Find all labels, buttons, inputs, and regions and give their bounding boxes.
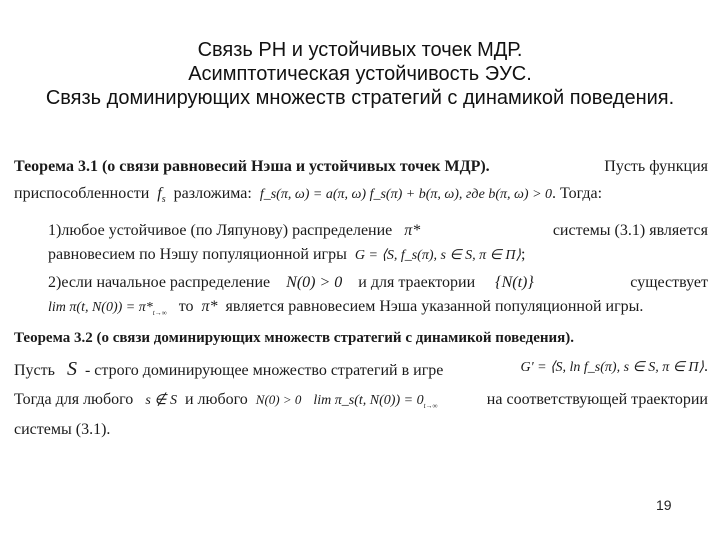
item-2-line2 bbox=[48, 298, 643, 317]
trajectory-symbol: {N(t)} bbox=[495, 274, 534, 291]
theorem-3-1-line2 bbox=[14, 185, 602, 205]
text-on-trajectory: на соответствующей траектории bbox=[486, 391, 708, 408]
item-1-text-c: равновесием по Нэшу популяционной игры bbox=[48, 246, 347, 263]
limit-formula-2: lim π_s(t, $N(0)) = 0_{t\to\infty}$ bbox=[313, 393, 438, 410]
item-2-line1 bbox=[48, 274, 534, 292]
pi-star-symbol: π* bbox=[404, 222, 421, 239]
pi-star-symbol-2: π* bbox=[201, 298, 218, 315]
theorem-3-2-line1-end: . bbox=[704, 358, 708, 375]
fitness-symbol: $f_s$ bbox=[157, 185, 166, 206]
initial-distribution-2: N(0) > 0 bbox=[255, 392, 302, 407]
item-1-end: ; bbox=[520, 246, 526, 263]
text-decomposable: разложима: bbox=[173, 185, 252, 202]
game-g-prime-formula: G' = ⟨S, ln f_s(π), s ∈ S, π ∈ Π⟩ bbox=[520, 360, 704, 375]
theorem-3-2-line3: системы (3.1). bbox=[14, 421, 111, 438]
theorem-3-1-heading: Теорема 3.1 (о связи равновесий Нэша и устойчивых точек МДР). bbox=[14, 158, 490, 175]
text-fitness: приспособленности bbox=[14, 185, 150, 202]
text-dominant: - строго доминирующее множество стратегий в игре bbox=[84, 362, 444, 379]
theorem-3-2-heading: Теорема 3.2 (о связи доминирующих множеств стратегий с динамикой поведения). bbox=[14, 330, 575, 346]
page-number: 19 bbox=[656, 497, 672, 513]
limit-formula: lim π(t, $N(0)) = \pi*_{t\to\infty}$ bbox=[48, 300, 167, 317]
title-line-2: Асимптотическая устойчивость ЭУС. bbox=[188, 63, 532, 85]
game-g-formula: G = ⟨S, f_s(π), s ∈ S, π ∈ Π⟩ bbox=[354, 248, 521, 263]
item-1-text-b: системы (3.1) является bbox=[552, 222, 708, 239]
item-2-text-e: является равновесием Нэша указанной популяционной игры. bbox=[225, 298, 644, 315]
item-1-line2 bbox=[48, 246, 525, 264]
item-2-text-a: 2)если начальное распределение bbox=[48, 274, 271, 291]
game-g-prime bbox=[520, 358, 708, 376]
text-then-any: Тогда для любого bbox=[14, 391, 134, 408]
text-let: Пусть bbox=[14, 362, 55, 379]
item-2-text-d: то bbox=[178, 298, 194, 315]
theorem-3-1-line1-tail: Пусть функция bbox=[604, 158, 708, 175]
fitness-formula: f_s(π, ω) = a(π, ω) f_s(π) + b(π, ω), где b(π, ω) > 0 bbox=[259, 187, 553, 202]
theorem-3-2-line2 bbox=[14, 391, 438, 410]
text-then: . Тогда: bbox=[552, 185, 603, 202]
item-2-text-b: и для траектории bbox=[358, 274, 476, 291]
item-1-text-a: 1)любое устойчивое (по Ляпунову) распределение bbox=[48, 222, 393, 239]
s-not-in-S: s ∉ S bbox=[145, 393, 177, 408]
item-2-text-c: существует bbox=[630, 274, 708, 291]
text-and-any: и любого bbox=[184, 391, 248, 408]
initial-distribution: N(0) > 0 bbox=[286, 274, 343, 291]
set-s-symbol: S bbox=[66, 358, 77, 380]
title-line-3: Связь доминирующих множеств стратегий с динамикой поведения. bbox=[45, 87, 675, 109]
title-line-1: Связь РН и устойчивых точек МДР. bbox=[197, 39, 523, 61]
slide-title bbox=[0, 38, 720, 110]
